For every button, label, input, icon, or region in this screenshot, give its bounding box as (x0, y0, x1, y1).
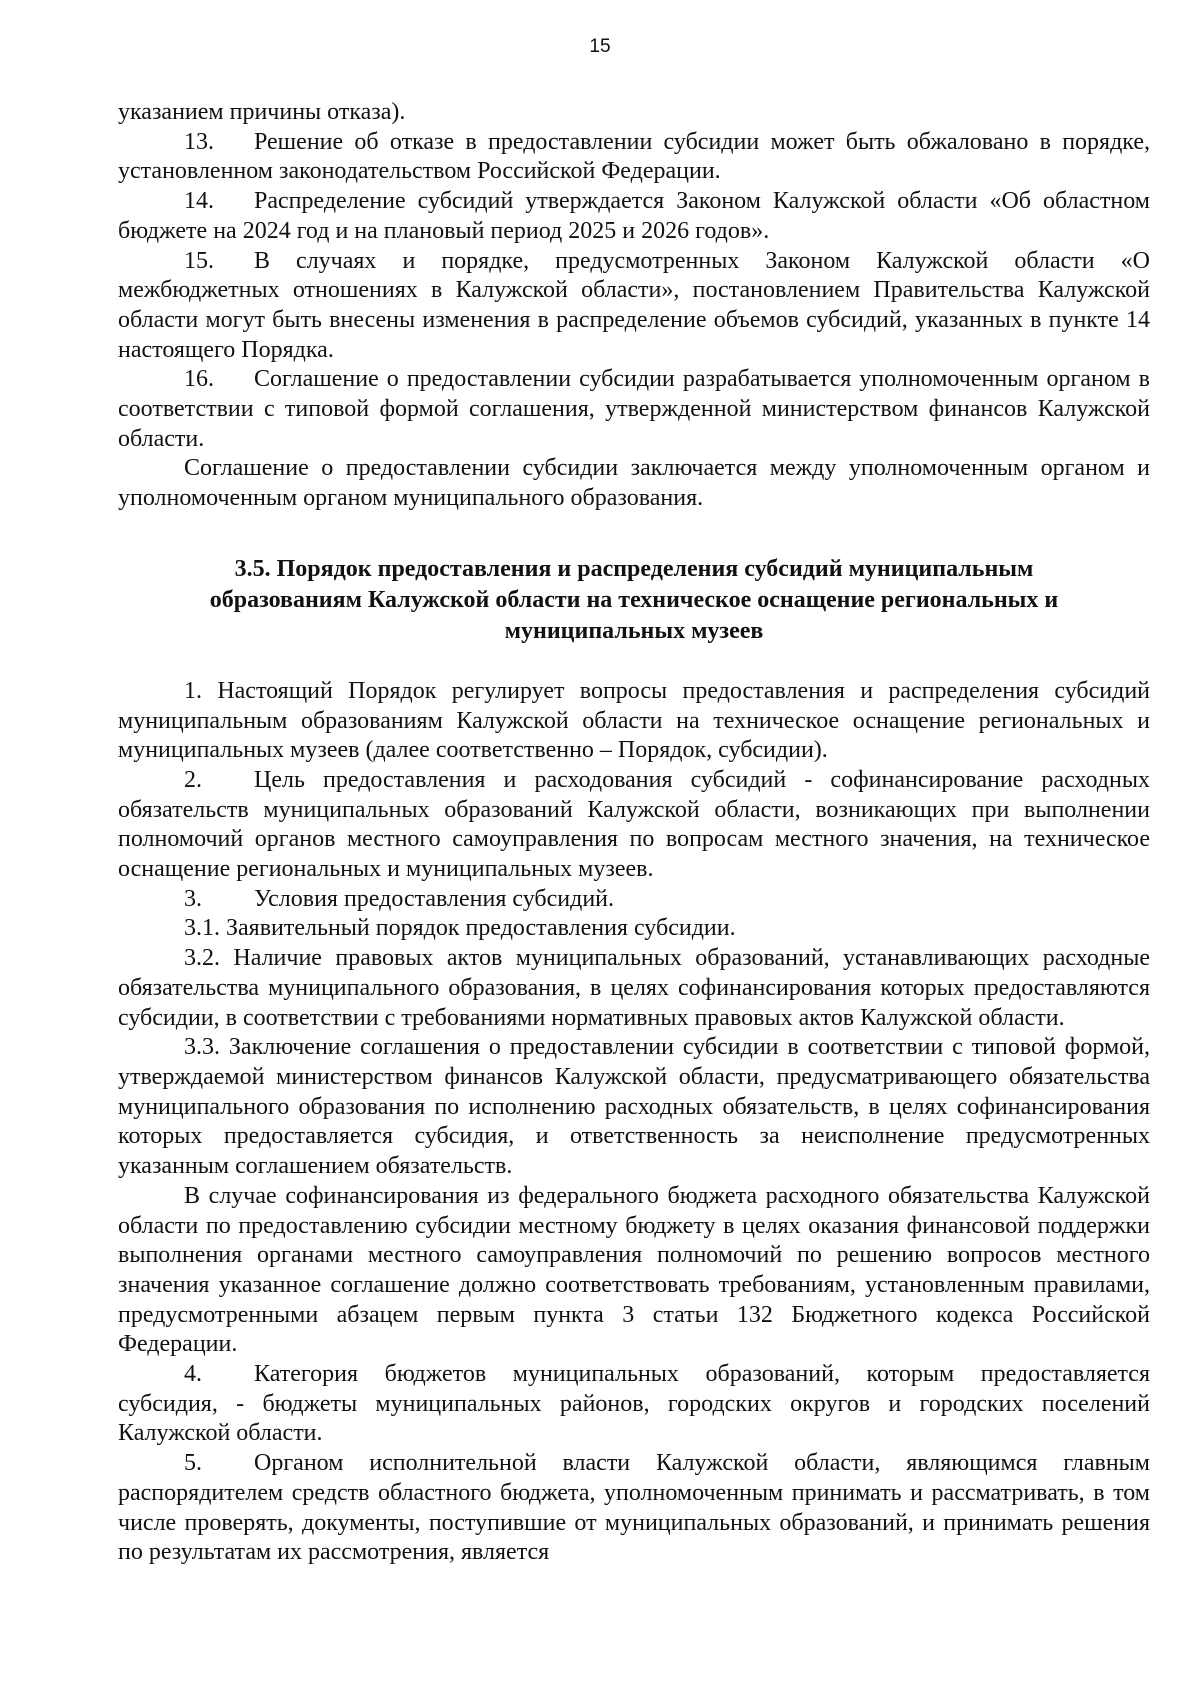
paragraph-sub-item-3-3: 3.3. Заключение соглашения о предоставлении субсидии в соответствии с типовой формой, утверждаемой министерством финансов Калужской области, предусматривающего обязательства муниципального образования по исполнению расходных обязательств, в целях софинансирования которых предоставляется субсидия, и ответственность за неисполнение предусмотренных указанным соглашением обязательств. (118, 1034, 1150, 1180)
paragraph-section-item-3: 3. Условия предоставления субсидий. (184, 885, 615, 912)
paragraph-item-14: 14. Распределение субсидий утверждается Законом Калужской области «Об областном бюджете на 2024 год и на плановый период 2025 и 2026 годов». (118, 188, 1150, 244)
paragraph-federal-case: В случае софинансирования из федерального бюджета расходного обязательства Калужской области по предоставлению субсидии местному бюджету в целях оказания финансовой поддержки выполнения органами местного самоуправления полномочий по решению вопросов местного значения указанное соглашение должно соответствовать требованиям, установленным правилами, предусмотренными абзацем первым пункта 3 статьи 132 Бюджетного кодекса Российской Федерации. (118, 1182, 1150, 1358)
page-number: 15 (589, 36, 611, 57)
section-heading: 3.5. Порядок предоставления и распределения субсидий муниципальным образованиям Калужской области на техническое оснащение региональных и муниципальных музеев (209, 555, 1059, 644)
paragraph-item-15: 15. В случаях и порядке, предусмотренных Законом Калужской области «О межбюджетных отношениях в Калужской области», постановлением Правительства Калужской области могут быть внесены изменения в распределение объемов субсидий, указанных в пункте 14 настоящего Порядка. (118, 247, 1150, 363)
paragraph-section-item-4: 4. Категория бюджетов муниципальных образований, которым предоставляется субсидия, - бюджеты муниципальных районов, городских округов и городских поселений Калужской области. (118, 1361, 1150, 1447)
paragraph-section-item-1: 1. Настоящий Порядок регулирует вопросы предоставления и распределения субсидий муниципальным образованиям Калужской области на техническое оснащение региональных и муниципальных музеев (далее соответственно – Порядок, субсидии). (118, 677, 1151, 764)
paragraph-intro-tail: указанием причины отказа). (118, 99, 406, 125)
paragraph-section-item-5: 5. Органом исполнительной власти Калужской области, являющимся главным распорядителем средств областного бюджета, уполномоченным принимать и рассматривать, в том числе проверять, документы, поступившие от муниципальных образований, и принимать решения по результатам их рассмотрения, является (118, 1450, 1150, 1566)
paragraph-item-16: 16. Соглашение о предоставлении субсидии разрабатывается уполномоченным органом в соответствии с типовой формой соглашения, утвержденной министерством финансов Калужской области. (118, 366, 1150, 452)
paragraph-agreement: Соглашение о предоставлении субсидии заключается между уполномоченным органом и уполномоченным органом муниципального образования. (118, 455, 1150, 512)
document-body (118, 98, 1150, 1568)
paragraph-item-13: 13. Решение об отказе в предоставлении субсидии может быть обжаловано в порядке, установленном законодательством Российской Федерации. (118, 128, 1150, 185)
paragraph-sub-item-3-2: 3.2. Наличие правовых актов муниципальных образований, устанавливающих расходные обязательства муниципального образования, в целях софинансирования которых предоставляются субсидии, в соответствии с требованиями нормативных правовых актов Калужской области. (118, 945, 1150, 1031)
paragraph-sub-item-3-1: 3.1. Заявительный порядок предоставления субсидии. (184, 915, 736, 942)
paragraph-section-item-2: 2. Цель предоставления и расходования субсидий - софинансирование расходных обязательств муниципальных образований Калужской области, возникающих при выполнении полномочий органов местного самоуправления по вопросам местного значения, на техническое оснащение региональных и муниципальных музеев. (118, 766, 1150, 883)
